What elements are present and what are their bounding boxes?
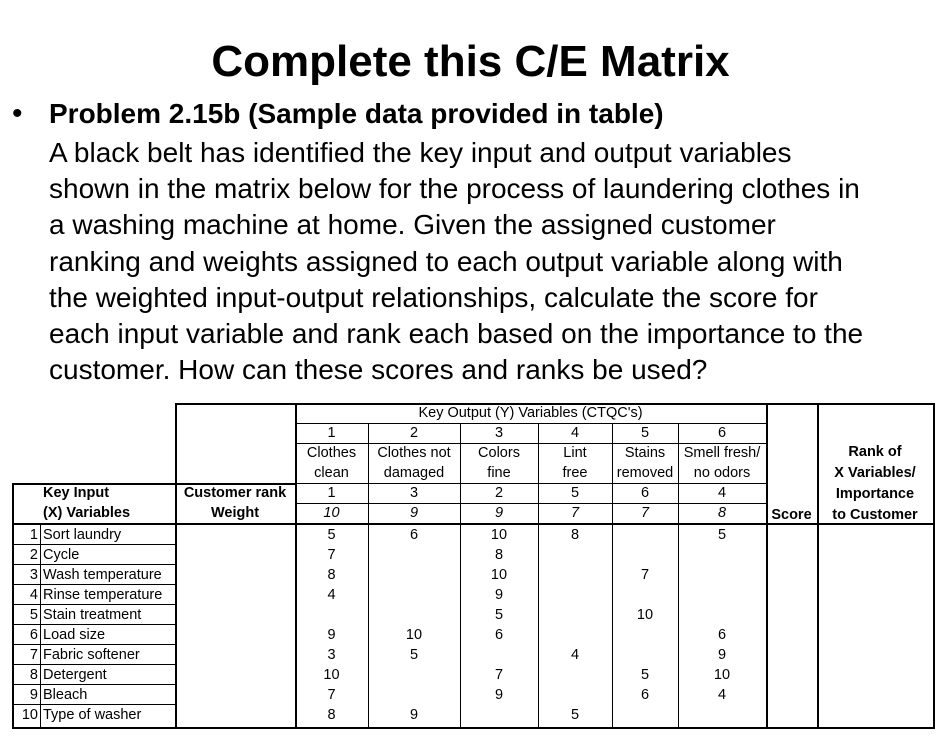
relationship-value: 9 <box>494 687 504 703</box>
grid-line <box>12 604 40 605</box>
relationship-value: 8 <box>570 527 580 543</box>
row-number: 8 <box>29 667 38 683</box>
input-variable-name: Detergent <box>43 667 107 683</box>
slide-title: Complete this C/E Matrix <box>211 37 730 86</box>
row-number: 9 <box>29 687 38 703</box>
problem-line: the weighted input-output relationships, calculate the score for <box>49 281 818 313</box>
row-number: 1 <box>29 527 38 543</box>
relationship-value <box>368 685 460 705</box>
relationship-value: 10 <box>405 627 423 643</box>
grid-line <box>295 503 766 504</box>
grid-line <box>40 684 175 685</box>
relationship-value: 4 <box>570 647 580 663</box>
customer-rank-value: 5 <box>570 485 580 501</box>
grid-line <box>40 584 175 585</box>
problem-heading: Problem 2.15b (Sample data provided in table) <box>49 98 664 129</box>
problem-line: shown in the matrix below for the process of laundering clothes in <box>49 173 860 205</box>
relationship-value <box>678 545 766 565</box>
grid-line <box>817 523 935 525</box>
customer-rank-value: 3 <box>409 485 419 501</box>
relationship-value: 7 <box>640 567 650 583</box>
output-name: free <box>562 465 588 481</box>
relationship-value: 9 <box>409 707 419 723</box>
grid-line <box>40 544 175 545</box>
relationship-value: 5 <box>640 667 650 683</box>
relationship-value <box>368 665 460 685</box>
relationship-value <box>612 625 678 645</box>
rank-header: X Variables/ <box>834 465 916 481</box>
score-label: Score <box>771 507 812 523</box>
grid-line <box>295 483 766 484</box>
relationship-value <box>538 625 612 645</box>
relationship-value: 6 <box>494 627 504 643</box>
grid-line <box>678 423 679 727</box>
rank-header: Importance <box>835 486 915 502</box>
relationship-value: 9 <box>494 587 504 603</box>
problem-body <box>49 135 939 388</box>
relationship-value: 5 <box>327 527 336 543</box>
rank-header: Rank of <box>848 444 902 460</box>
relationship-value <box>538 585 612 605</box>
rank-header: to Customer <box>832 507 918 523</box>
grid-line <box>175 403 177 729</box>
relationship-value <box>538 665 612 685</box>
grid-line <box>40 564 175 565</box>
weight-value: 10 <box>323 505 340 521</box>
grid-line <box>12 644 40 645</box>
relationship-value <box>368 545 460 565</box>
relationship-value <box>612 645 678 665</box>
input-variable-name: Stain treatment <box>43 607 142 623</box>
relationship-value: 7 <box>327 547 336 563</box>
output-number: 5 <box>640 425 650 441</box>
output-name: Stains <box>624 445 666 461</box>
relationship-value <box>538 545 612 565</box>
relationship-value: 6 <box>409 527 419 543</box>
output-name: damaged <box>383 465 445 481</box>
input-variable-name: Cycle <box>43 547 80 563</box>
customer-rank-value: 4 <box>717 485 727 501</box>
output-name: Clothes <box>306 445 357 461</box>
output-name: Lint <box>563 445 587 461</box>
problem-line: each input variable and rank each based on the importance to the <box>49 318 864 350</box>
customer-rank-value: 1 <box>327 485 336 501</box>
weight-value: 7 <box>640 505 650 521</box>
output-number: 4 <box>570 425 580 441</box>
relationship-value <box>678 605 766 625</box>
grid-line <box>40 644 175 645</box>
grid-line <box>12 584 40 585</box>
grid-line <box>40 664 175 665</box>
input-variable-name: Rinse temperature <box>43 587 163 603</box>
row-number: 4 <box>29 587 38 603</box>
grid-line <box>295 423 766 424</box>
output-number: 3 <box>494 425 504 441</box>
relationship-value <box>368 585 460 605</box>
weight-value: 9 <box>494 505 504 521</box>
row-number: 7 <box>29 647 38 663</box>
grid-line <box>40 604 175 605</box>
grid-line <box>12 704 40 705</box>
weight-value: 9 <box>409 505 419 521</box>
problem-line: a washing machine at home. Given the assigned customer <box>49 209 776 241</box>
relationship-value: 6 <box>640 687 650 703</box>
relationship-value <box>460 645 538 665</box>
relationship-value: 10 <box>636 607 654 623</box>
grid-line <box>295 403 297 729</box>
relationship-value: 8 <box>494 547 504 563</box>
relationship-value: 8 <box>327 567 336 583</box>
relationship-value <box>612 705 678 725</box>
grid-line <box>40 624 175 625</box>
output-name: Clothes not <box>377 445 451 461</box>
grid-line <box>538 423 539 727</box>
output-number: 1 <box>327 425 336 441</box>
customer-rank-label: Customer rank <box>183 485 287 501</box>
grid-line <box>460 423 461 727</box>
key-output-header: Key Output (Y) Variables (CTQC's) <box>418 405 643 421</box>
relationship-value: 4 <box>327 587 336 603</box>
relationship-value: 10 <box>323 667 340 683</box>
relationship-value <box>678 705 766 725</box>
row-number: 6 <box>29 627 38 643</box>
weight-value: 8 <box>717 505 727 521</box>
output-name: clean <box>314 465 349 481</box>
weight-label: Weight <box>210 505 260 521</box>
relationship-value: 5 <box>570 707 580 723</box>
grid-line <box>40 523 41 727</box>
grid-line <box>12 544 40 545</box>
grid-line <box>12 684 40 685</box>
output-name: removed <box>616 465 674 481</box>
relationship-value: 9 <box>327 627 336 643</box>
grid-line <box>766 403 768 729</box>
output-number: 6 <box>717 425 727 441</box>
relationship-value <box>678 565 766 585</box>
relationship-value: 3 <box>327 647 336 663</box>
output-name: Colors <box>478 445 520 461</box>
row-number: 2 <box>29 547 38 563</box>
customer-rank-value: 2 <box>494 485 504 501</box>
relationship-value <box>678 585 766 605</box>
relationship-value <box>612 545 678 565</box>
relationship-value: 5 <box>717 527 727 543</box>
output-number: 2 <box>409 425 419 441</box>
grid-line <box>612 423 613 727</box>
output-name: no odors <box>693 465 751 481</box>
output-name: Smell fresh/ <box>683 445 761 461</box>
grid-line <box>40 704 175 705</box>
relationship-value <box>612 585 678 605</box>
key-input-label: (X) Variables <box>43 505 131 521</box>
grid-line <box>12 664 40 665</box>
key-input-label: Key Input <box>43 485 110 501</box>
output-name: fine <box>487 465 511 481</box>
weight-value: 7 <box>570 505 580 521</box>
relationship-value: 8 <box>327 707 336 723</box>
input-variable-name: Sort laundry <box>43 527 122 543</box>
grid-line <box>933 403 935 729</box>
input-variable-name: Bleach <box>43 687 88 703</box>
relationship-value: 10 <box>490 567 508 583</box>
relationship-value <box>460 705 538 725</box>
relationship-value: 5 <box>494 607 504 623</box>
bullet-dot: • <box>12 97 23 130</box>
grid-line <box>175 403 935 405</box>
grid-line <box>12 483 14 729</box>
customer-rank-value: 6 <box>640 485 650 501</box>
relationship-value: 7 <box>494 667 504 683</box>
relationship-value: 7 <box>327 687 336 703</box>
relationship-value: 4 <box>717 687 727 703</box>
relationship-value <box>295 605 368 625</box>
relationship-value <box>368 565 460 585</box>
relationship-value: 5 <box>409 647 419 663</box>
input-variable-name: Load size <box>43 627 106 643</box>
problem-line: A black belt has identified the key input and output variables <box>49 137 792 168</box>
relationship-value <box>612 525 678 545</box>
grid-line <box>12 523 817 525</box>
relationship-value <box>538 565 612 585</box>
relationship-value: 10 <box>490 527 508 543</box>
grid-line <box>12 483 295 485</box>
row-number: 3 <box>29 567 38 583</box>
relationship-value <box>368 605 460 625</box>
relationship-value: 9 <box>717 647 727 663</box>
grid-line <box>12 624 40 625</box>
row-number: 5 <box>29 607 38 623</box>
grid-line <box>368 423 369 727</box>
relationship-value: 10 <box>713 667 731 683</box>
input-variable-name: Fabric softener <box>43 647 140 663</box>
input-variable-name: Wash temperature <box>43 567 162 583</box>
grid-line <box>295 443 766 444</box>
row-number: 10 <box>21 707 38 723</box>
grid-line <box>12 564 40 565</box>
input-variable-name: Type of washer <box>43 707 142 723</box>
relationship-value <box>538 605 612 625</box>
relationship-value: 6 <box>717 627 727 643</box>
grid-line <box>817 403 819 729</box>
relationship-value <box>538 685 612 705</box>
grid-line <box>12 727 935 729</box>
problem-line: customer. How can these scores and ranks be used? <box>49 354 708 386</box>
problem-line: ranking and weights assigned to each output variable along with <box>49 245 843 277</box>
